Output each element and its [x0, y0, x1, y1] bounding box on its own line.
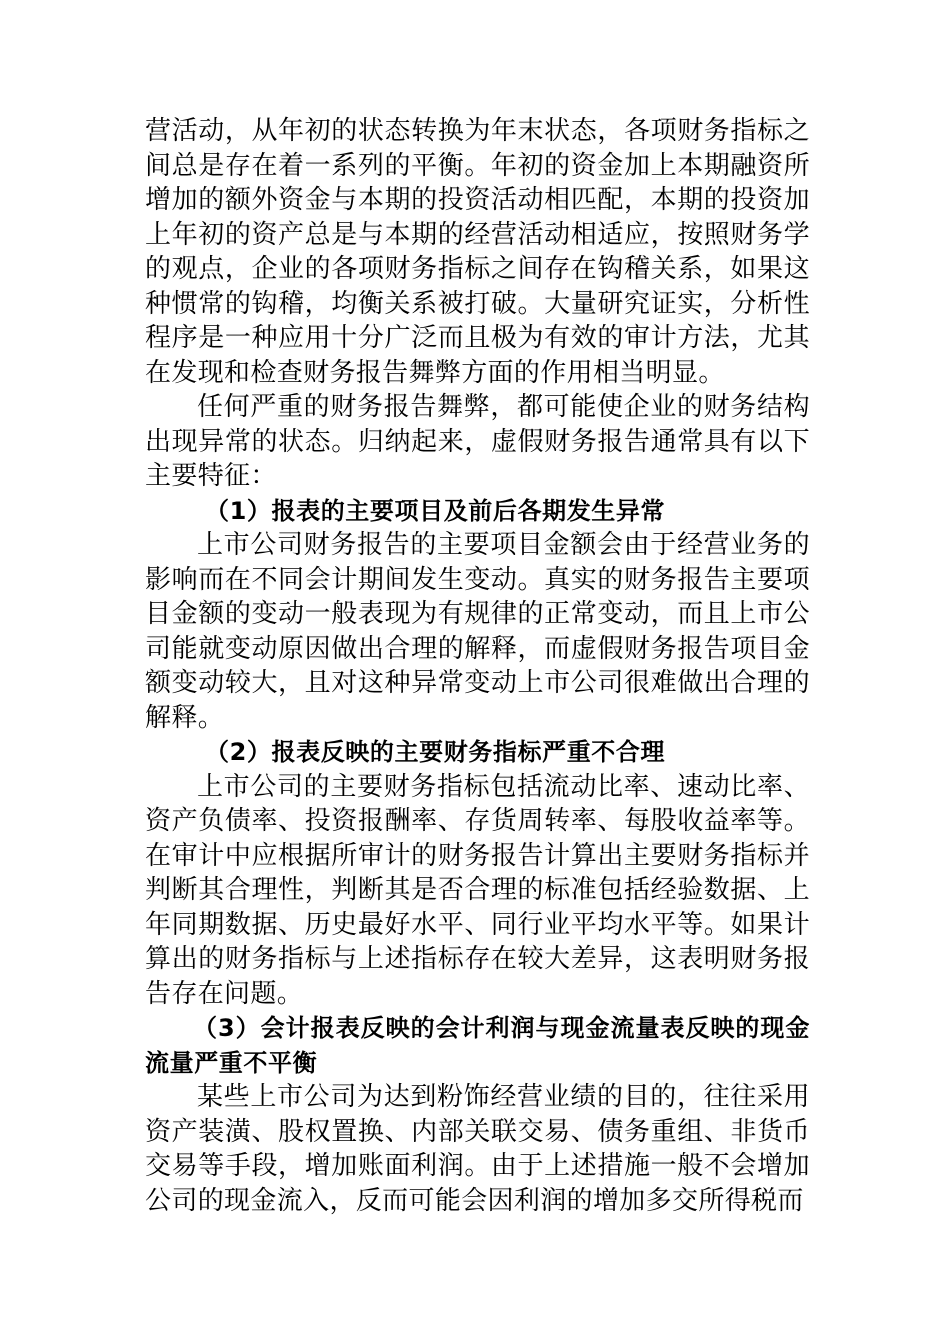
paragraph-fraud-features-intro: 任何严重的财务报告舞弊，都可能使企业的财务结构出现异常的状态。归纳起来，虚假财务报告通常具有以下主要特征：: [145, 392, 810, 491]
paragraph-balance-intro: 营活动，从年初的状态转换为年末状态，各项财务指标之间总是存在着一系列的平衡。年初的资金加上本期融资所增加的额外资金与本期的投资活动相匹配，本期的投资加上年初的资产总是与本期的经营活动相适应，按照财务学的观点，企业的各项财务指标之间存在钩稽关系，如果这种惯常的钩稽，均衡关系被打破。大量研究证实，分析性程序是一种应用十分广泛而且极为有效的审计方法，尤其在发现和检查财务报告舞弊方面的作用相当明显。: [145, 116, 810, 388]
paragraph-section-3-body: 某些上市公司为达到粉饰经营业绩的目的，往往采用资产装潢、股权置换、内部关联交易、债务重组、非货币交易等手段，增加账面利润。由于上述措施一般不会增加公司的现金流入，反而可能会因利润的增加多交所得税而: [145, 1082, 810, 1216]
paragraph-section-2-body: 上市公司的主要财务指标包括流动比率、速动比率、资产负债率、投资报酬率、存货周转率、每股收益率等。在审计中应根据所审计的财务报告计算出主要财务指标并判断其合理性，判断其是否合理的标准包括经验数据、上年同期数据、历史最好水平、同行业平均水平等。如果计算出的财务指标与上述指标存在较大差异，这表明财务报告存在问题。: [145, 771, 810, 1009]
paragraph-section-1-body: 上市公司财务报告的主要项目金额会由于经营业务的影响而在不同会计期间发生变动。真实的财务报告主要项目金额的变动一般表现为有规律的正常变动，而且上市公司能就变动原因做出合理的解释，而虚假财务报告项目金额变动较大，且对这种异常变动上市公司很难做出合理的解释。: [145, 530, 810, 733]
document-page: [145, 114, 810, 1218]
section-heading-3: （3）会计报表反映的会计利润与现金流量表反映的现金流量严重不平衡: [145, 1014, 810, 1077]
section-heading-2: （2）报表反映的主要财务指标严重不合理: [205, 738, 666, 766]
section-heading-1: （1）报表的主要项目及前后各期发生异常: [205, 496, 666, 525]
